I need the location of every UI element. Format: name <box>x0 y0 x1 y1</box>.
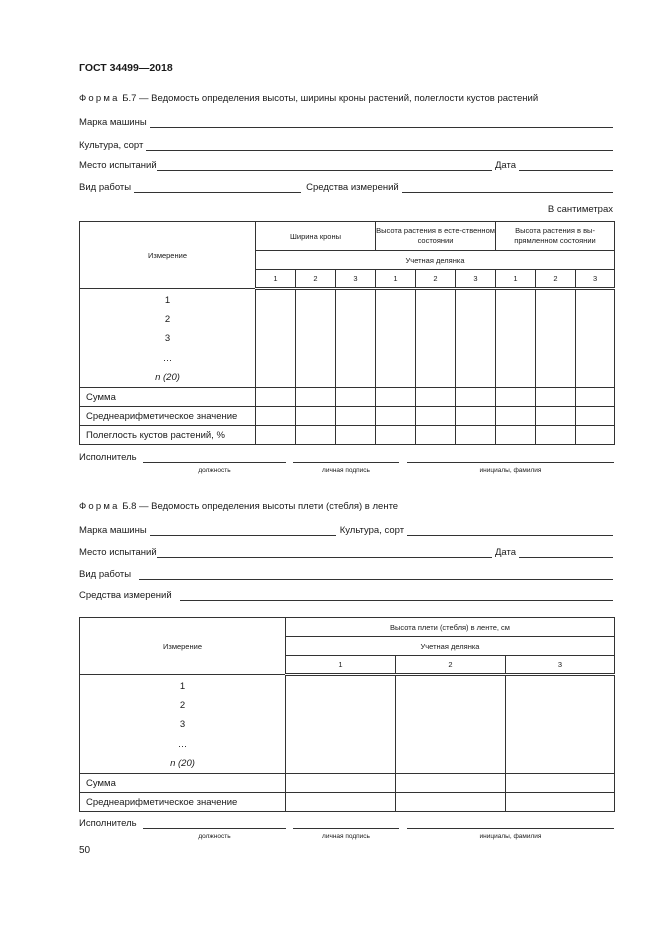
name-line <box>407 818 614 829</box>
data-cell <box>496 289 536 388</box>
means-label: Средства измерений <box>306 182 399 193</box>
sum-label: Сумма <box>80 774 286 793</box>
machine-label: Марка машины <box>79 117 147 128</box>
row-label: 2 <box>179 700 186 712</box>
plot-num: 1 <box>256 270 296 289</box>
data-cell <box>456 289 496 388</box>
work-type-line <box>134 182 301 193</box>
data-cell <box>536 289 576 388</box>
means-line <box>180 590 613 601</box>
form-b7-work-row <box>79 179 613 193</box>
date-label: Дата <box>494 547 516 558</box>
measurement-rows <box>80 675 286 774</box>
measurement-header: Измерение <box>80 222 256 289</box>
natural-height-header: Высота растения в есте-ственном состоянии <box>376 222 496 251</box>
date-label: Дата <box>494 160 516 171</box>
signature-line <box>293 818 399 829</box>
executor-label: Исполнитель <box>79 452 137 463</box>
form-b7-place-row <box>79 157 613 171</box>
form-b7-signature <box>79 452 615 478</box>
plot-num: 2 <box>536 270 576 289</box>
row-label: n (20) <box>155 371 180 383</box>
work-type-label: Вид работы <box>79 569 132 580</box>
plot-num: 1 <box>286 656 396 675</box>
row-label: … <box>162 352 173 364</box>
document-header: ГОСТ 34499—2018 <box>79 62 173 74</box>
form-b8-table <box>79 617 615 812</box>
position-line <box>143 452 286 463</box>
plot-num: 3 <box>336 270 376 289</box>
data-cell <box>296 289 336 388</box>
data-cell <box>376 289 416 388</box>
form-b8-title <box>79 501 398 512</box>
page-number: 50 <box>79 845 91 856</box>
sum-label: Сумма <box>80 388 256 407</box>
measurement-header: Измерение <box>80 618 286 675</box>
position-caption: должность <box>198 833 231 840</box>
plot-header: Учетная делянка <box>256 251 615 270</box>
unit-note: В сантиметрах <box>547 204 613 215</box>
measurement-rows <box>80 289 256 388</box>
form-b8-machine-row <box>79 522 613 536</box>
signature-line <box>293 452 399 463</box>
plot-num: 3 <box>506 656 615 675</box>
culture-label: Культура, сорт <box>79 140 144 151</box>
plot-num: 3 <box>456 270 496 289</box>
crown-width-header: Ширина кроны <box>256 222 376 251</box>
plot-num: 2 <box>396 656 506 675</box>
plot-num: 3 <box>576 270 615 289</box>
place-line <box>157 160 492 171</box>
culture-line <box>407 525 613 536</box>
plot-num: 2 <box>296 270 336 289</box>
row-label: 3 <box>179 719 186 731</box>
name-caption: инициалы, фамилия <box>479 467 542 474</box>
data-cell <box>576 289 615 388</box>
form-b7-prefix: Форма <box>79 93 120 104</box>
form-b7-title-text: Б.7 — Ведомость определения высоты, ширины кроны растений, полеглости кустов растений <box>122 93 539 104</box>
plot-header: Учетная делянка <box>286 637 615 656</box>
position-caption: должность <box>198 467 231 474</box>
data-cell <box>256 289 296 388</box>
date-line <box>519 547 613 558</box>
row-label: … <box>177 738 188 750</box>
work-type-line <box>139 569 613 580</box>
form-b8-title-text: Б.8 — Ведомость определения высоты плети (стебля) в ленте <box>122 501 399 512</box>
form-b7-machine-row <box>79 114 613 128</box>
straightened-height-header: Высота растения в вы-прямленном состоянии <box>496 222 615 251</box>
machine-label: Марка машины <box>79 525 147 536</box>
form-b8-means-row <box>79 587 613 601</box>
row-label: n (20) <box>170 757 195 769</box>
form-b8-signature <box>79 818 615 844</box>
culture-line <box>146 140 613 151</box>
plot-num: 1 <box>376 270 416 289</box>
signature-caption: личная подпись <box>322 833 370 840</box>
name-caption: инициалы, фамилия <box>479 833 542 840</box>
lodging-label: Полеглость кустов растений, % <box>80 426 256 445</box>
plot-num: 2 <box>416 270 456 289</box>
place-label: Место испытаний <box>79 160 157 171</box>
data-cell <box>336 289 376 388</box>
form-b8-work-row <box>79 566 613 580</box>
form-b7-table <box>79 221 615 445</box>
vine-height-header: Высота плети (стебля) в ленте, см <box>286 618 615 637</box>
plot-num: 1 <box>496 270 536 289</box>
row-label: 3 <box>164 333 171 345</box>
means-label: Средства измерений <box>79 590 172 601</box>
date-line <box>519 160 613 171</box>
work-type-label: Вид работы <box>79 182 132 193</box>
row-label: 2 <box>164 314 171 326</box>
data-cell <box>396 675 506 774</box>
row-label: 1 <box>179 681 186 692</box>
place-label: Место испытаний <box>79 547 157 558</box>
machine-line <box>150 117 613 128</box>
form-b7-title <box>79 93 538 104</box>
means-line <box>402 182 613 193</box>
mean-label: Среднеарифметическое значение <box>80 793 286 812</box>
data-cell <box>506 675 615 774</box>
data-cell <box>286 675 396 774</box>
form-b8-prefix: Форма <box>79 501 120 512</box>
form-b7-culture-row <box>79 137 613 151</box>
place-line <box>157 547 492 558</box>
row-label: 1 <box>164 295 171 306</box>
machine-line <box>150 525 336 536</box>
name-line <box>407 452 614 463</box>
signature-caption: личная подпись <box>322 467 370 474</box>
mean-label: Среднеарифметическое значение <box>80 407 256 426</box>
form-b8-place-row <box>79 544 613 558</box>
data-cell <box>416 289 456 388</box>
position-line <box>143 818 286 829</box>
executor-label: Исполнитель <box>79 818 137 829</box>
culture-label: Культура, сорт <box>339 525 405 536</box>
